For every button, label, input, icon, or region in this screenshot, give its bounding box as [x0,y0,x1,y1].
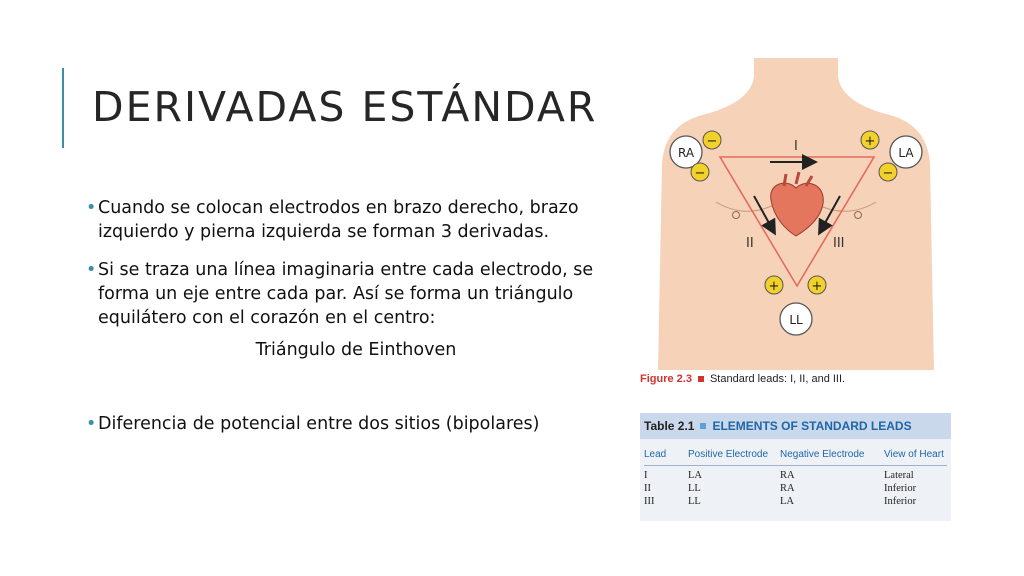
table-header-bar [640,413,951,439]
table-number: Table 2.1 [644,419,695,433]
svg-text:−: − [694,166,706,181]
electrode-la-bottom [879,163,897,181]
table-cell: RA [780,470,795,481]
svg-text:+: + [864,134,876,149]
table-cell: Inferior [884,496,917,507]
table-title: ELEMENTS OF STANDARD LEADS [712,419,912,433]
col-header-positive: Positive Electrode [688,449,769,460]
ra-label: RA [677,146,695,160]
lead1-label: I [794,139,798,154]
table-cell: LA [780,496,794,507]
einthoven-label: Triángulo de Einthoven [255,340,457,360]
table-column-headers [640,449,951,465]
bullet-item [86,196,626,244]
table-row [640,483,951,496]
svg-text:+: + [768,279,780,294]
bullet-text: Diferencia de potencial entre dos sitios (bipolares) [98,414,540,434]
electrode-ll-left [765,276,783,294]
slide-title: DERIVADAS ESTÁNDAR [92,83,598,131]
figure-number: Figure 2.3 [640,373,692,385]
electrode-ll-right [808,276,826,294]
table-cell: Inferior [884,483,917,494]
table-header-separator [644,465,947,466]
bullet-dot: • [86,260,97,280]
figure-caption [640,373,845,385]
electrode-ra-top [703,131,721,149]
bullet-item [86,258,626,330]
table-cell: LA [688,470,702,481]
table-square [700,423,706,429]
table-cell: RA [780,483,795,494]
bullet-dot: • [86,414,97,434]
electrode-ra-bottom [691,163,709,181]
la-label: LA [898,146,914,160]
bullet-text: Si se traza una línea imaginaria entre cada electrodo, se forma un eje entre cada par. Así se forma un triángulo equilátero con el corazón en el centro: [98,260,594,328]
bullet-text: Cuando se colocan electrodos en brazo derecho, brazo izquierdo y pierna izquierda se forman 3 derivadas. [98,198,579,242]
col-header-lead: Lead [644,449,667,460]
svg-text:−: − [882,166,894,181]
col-header-negative: Negative Electrode [780,449,865,460]
svg-text:+: + [811,279,823,294]
svg-text:−: − [706,134,718,149]
table-cell: LL [688,483,701,494]
table-cell: III [644,496,655,507]
table-cell: I [644,470,648,481]
table-cell: II [644,483,651,494]
standard-leads-table [640,413,951,521]
table-cell: Lateral [884,470,914,481]
table-row [640,470,951,483]
bullet-item [86,412,626,436]
electrode-la-top [861,131,879,149]
caption-square [698,376,704,382]
lead3-label: III [833,236,845,251]
table-cell: LL [688,496,701,507]
lead2-label: II [746,236,754,251]
ll-label: LL [789,313,803,327]
bullet-list [86,196,626,450]
figure-caption-text: Standard leads: I, II, and III. [709,373,846,385]
table-row [640,496,951,509]
einthoven-figure [636,54,956,370]
bullet-dot: • [86,198,97,218]
title-accent-bar [62,68,64,148]
col-header-view: View of Heart [884,449,944,460]
